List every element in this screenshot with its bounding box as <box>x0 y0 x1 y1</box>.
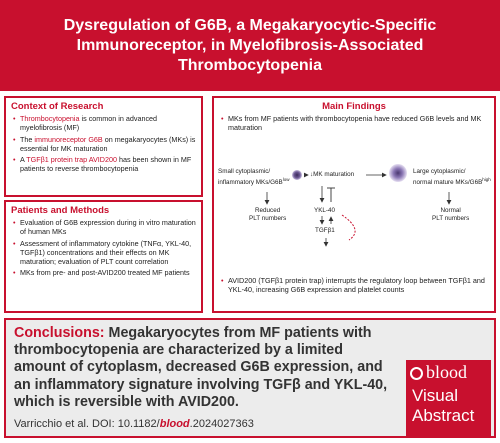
findings-heading: Main Findings <box>322 101 386 112</box>
methods-panel <box>4 200 203 313</box>
mk-maturation-label: ↓MK maturation <box>310 171 355 178</box>
normal-plt-label: Normal PLT numbers <box>432 207 470 222</box>
small-mk-cell-icon <box>292 170 302 180</box>
logo-visual-text: Visual <box>412 386 458 405</box>
context-item: • Thrombocytopenia is common in advanced myelofibrosis (MF) <box>13 114 196 132</box>
findings-item: • MKs from MF patients with thrombocytopenia have reduced G6B levels and MK maturation <box>221 114 489 132</box>
conclusions-label: Conclusions: <box>14 325 105 341</box>
page-title: Dysregulation of G6B, a Megakaryocytic-Specific Immunoreceptor, in Myelofibrosis-Associated Thrombocytopenia <box>63 16 437 74</box>
title-banner <box>0 0 500 91</box>
large-mk-label: Large cytoplasmic/ normal mature MKs/$G6B^{high}$ <box>413 168 491 186</box>
findings-item: • AVID200 (TGFβ1 protein trap) interrupts the regulatory loop between TGFβ1 and YKL-40, increasing G6B expression and platelet counts <box>221 276 489 294</box>
blood-drop-icon <box>410 367 423 380</box>
conclusions-text: Conclusions: Megakaryocytes from MF patients with thrombocytopenia are characterized by a limited amount of cytoplasm, decreased G6B expression, and an inflammatory signature involving TGFβ and YKL-40, which is reversible with AVID200. <box>14 325 388 410</box>
findings-diagram <box>214 160 494 260</box>
citation: Varricchio et al. DOI: 10.1182/blood.2024027363 <box>14 418 254 430</box>
context-item: • A TGFβ1 protein trap AVID200 has been shown in MF patients to reverse thrombocytopenia <box>13 155 196 173</box>
reduced-plt-label: Reduced PLT numbers <box>249 207 287 222</box>
large-mk-cell-icon <box>389 164 407 182</box>
methods-heading: Patients and Methods <box>11 205 110 216</box>
conclusions-box <box>4 318 496 438</box>
methods-item: • Evaluation of G6B expression during in vitro maturation of human MKs <box>13 218 196 236</box>
context-panel <box>4 96 203 197</box>
methods-list <box>6 218 201 277</box>
context-heading: Context of Research <box>11 101 104 112</box>
findings-panel <box>212 96 496 313</box>
tgfb1-label: TGFβ1 <box>315 227 335 234</box>
small-mk-label: Small cytoplasmic/ inflammatory MKs/$G6B^{low}$ <box>218 168 290 186</box>
context-list <box>6 114 201 173</box>
logo-blood-text: blood <box>426 362 468 382</box>
blood-visual-abstract-logo <box>406 360 491 436</box>
context-item: • The immunoreceptor G6B on megakaryocytes (MKs) is essential for MK maturation <box>13 135 196 153</box>
logo-abstract-text: Abstract <box>412 406 475 425</box>
ykl40-label: YKL-40 <box>314 207 336 214</box>
methods-item: • Assessment of inflammatory cytokine (TNFα, YKL-40, TGFβ1) concentrations and their effects on MK maturation; evaluation of PLT count correlation <box>13 239 196 266</box>
methods-item: • MKs from pre- and post-AVID200 treated MF patients <box>13 268 196 277</box>
